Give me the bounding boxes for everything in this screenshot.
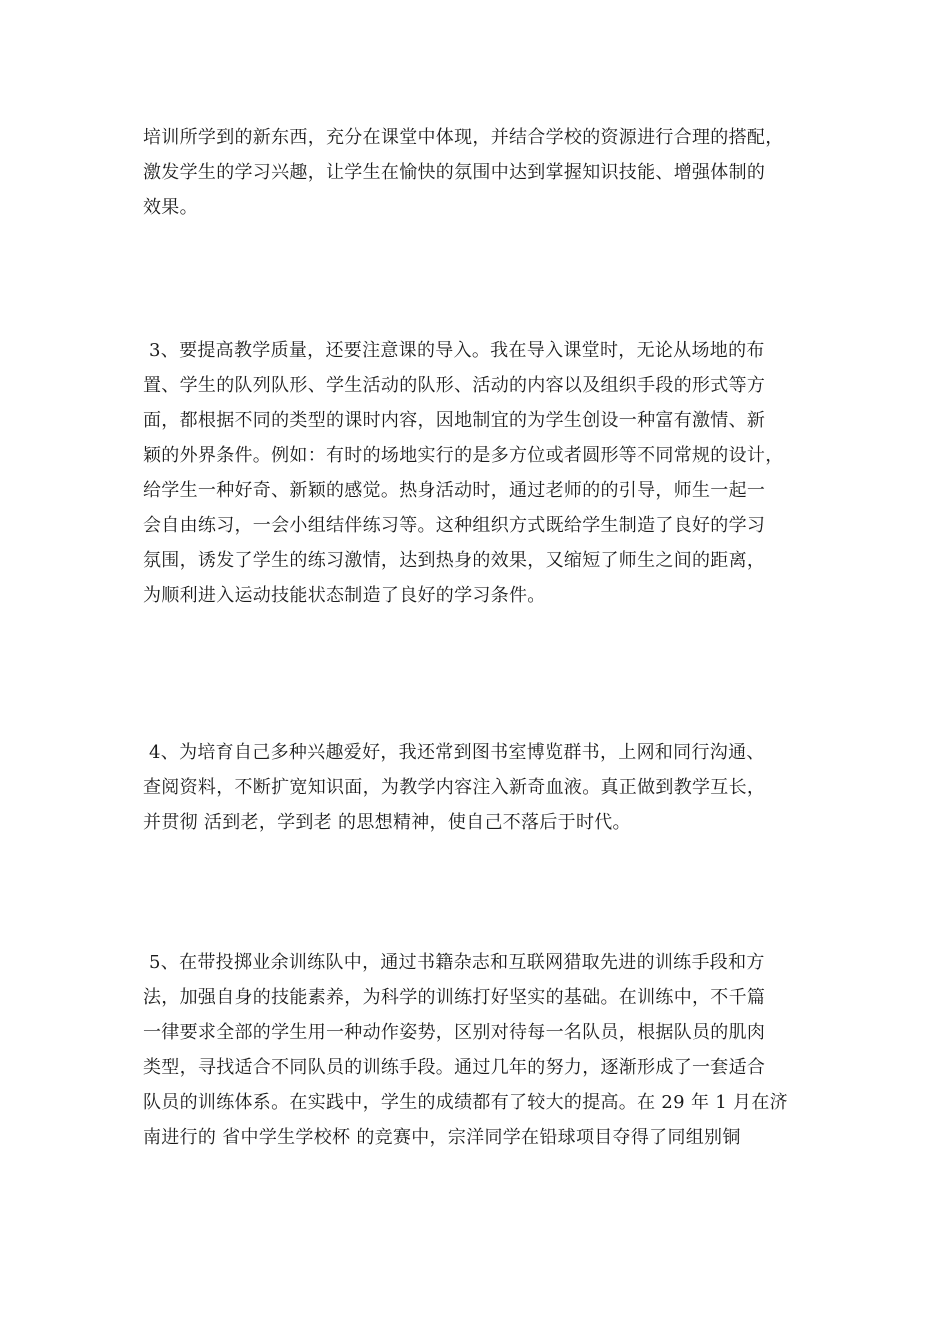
text-line: 南进行的 省中学生学校杯 的竞赛中，宗洋同学在铅球项目夺得了同组别铜 bbox=[143, 1127, 741, 1148]
text-line: 类型，寻找适合不同队员的训练手段。通过几年的努力，逐渐形成了一套适合 bbox=[143, 1057, 766, 1078]
text-line: 4、为培育自己多种兴趣爱好，我还常到图书室博览群书，上网和同行沟通、 bbox=[143, 742, 765, 763]
text-line: 一律要求全部的学生用一种动作姿势，区别对待每一名队员，根据队员的肌肉 bbox=[143, 1022, 766, 1043]
text-line: 效果。 bbox=[143, 197, 198, 218]
text-line: 氛围，诱发了学生的练习激情，达到热身的效果，又缩短了师生之间的距离， bbox=[143, 550, 766, 571]
paragraph-item-5 bbox=[143, 945, 823, 1155]
text-line: 培训所学到的新东西，充分在课堂中体现，并结合学校的资源进行合理的搭配， bbox=[143, 127, 784, 148]
text-line: 3、要提高教学质量，还要注意课的导入。我在导入课堂时，无论从场地的布 bbox=[143, 340, 765, 361]
paragraph-item-3 bbox=[143, 333, 823, 613]
text-line: 队员的训练体系。在实践中，学生的成绩都有了较大的提高。在 29 年 1 月在济 bbox=[143, 1092, 788, 1113]
text-line: 给学生一种好奇、新颖的感觉。热身活动时，通过老师的的引导，师生一起一 bbox=[143, 480, 766, 501]
paragraph-item-4 bbox=[143, 735, 823, 840]
text-line: 并贯彻 活到老，学到老 的思想精神，使自己不落后于时代。 bbox=[143, 812, 631, 833]
text-line: 5、在带投掷业余训练队中，通过书籍杂志和互联网猎取先进的训练手段和方 bbox=[143, 952, 765, 973]
text-line: 查阅资料，不断扩宽知识面，为教学内容注入新奇血液。真正做到教学互长， bbox=[143, 777, 766, 798]
text-line: 为顺利进入运动技能状态制造了良好的学习条件。 bbox=[143, 585, 546, 606]
text-line: 颖的外界条件。例如：有时的场地实行的是多方位或者圆形等不同常规的设计， bbox=[143, 445, 784, 466]
text-line: 面，都根据不同的类型的课时内容，因地制宜的为学生创设一种富有激情、新 bbox=[143, 410, 766, 431]
text-line: 法，加强自身的技能素养，为科学的训练打好坚实的基础。在训练中，不千篇 bbox=[143, 987, 766, 1008]
paragraph-training-continuation bbox=[143, 120, 823, 225]
text-line: 置、学生的队列队形、学生活动的队形、活动的内容以及组织手段的形式等方 bbox=[143, 375, 766, 396]
text-line: 激发学生的学习兴趣，让学生在愉快的氛围中达到掌握知识技能、增强体制的 bbox=[143, 162, 766, 183]
text-line: 会自由练习，一会小组结伴练习等。这种组织方式既给学生制造了良好的学习 bbox=[143, 515, 766, 536]
